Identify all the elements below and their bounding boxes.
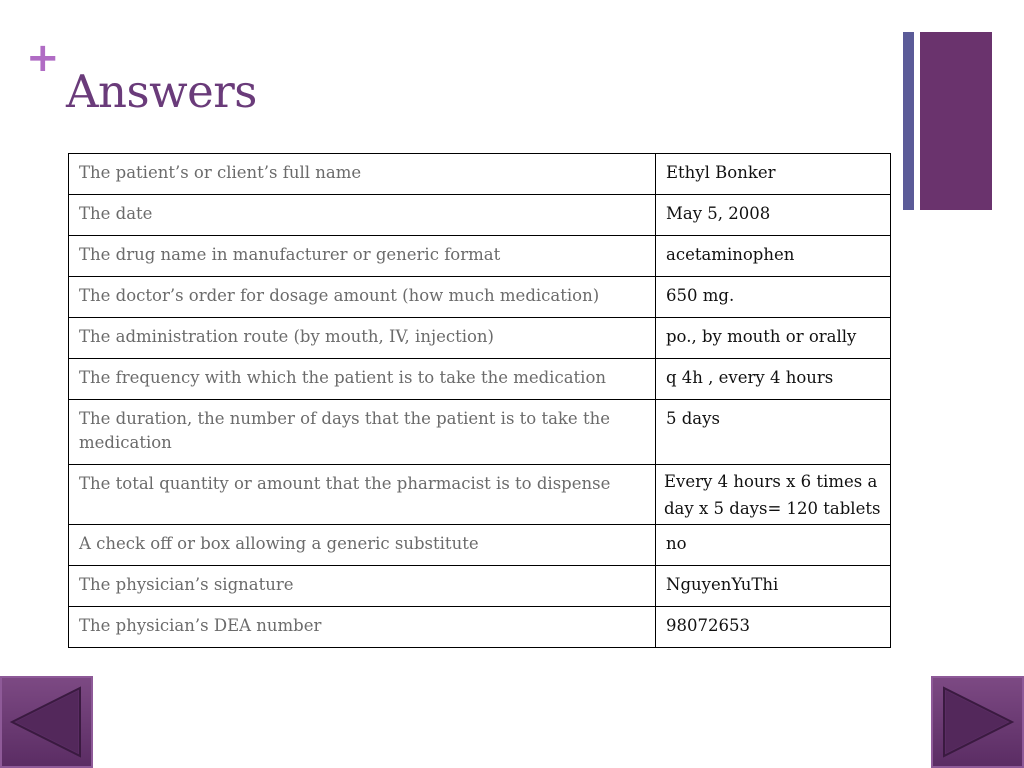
slide-title: Answers: [66, 65, 257, 118]
triangle-left-icon: [0, 676, 93, 768]
table-row: [69, 359, 891, 400]
row-value: po., by mouth or orally: [656, 318, 891, 359]
row-value: 650 mg.: [656, 277, 891, 318]
row-label: The duration, the number of days that the patient is to take the medication: [69, 400, 656, 465]
triangle-right-icon: [931, 676, 1024, 768]
table-row: [69, 607, 891, 648]
row-label: The frequency with which the patient is to take the medication: [69, 359, 656, 400]
plus-icon: +: [26, 35, 60, 81]
row-label: The doctor’s order for dosage amount (how much medication): [69, 277, 656, 318]
row-label: The drug name in manufacturer or generic format: [69, 236, 656, 277]
row-value: NguyenYuThi: [656, 566, 891, 607]
accent-bar-thin: [903, 32, 914, 210]
table-row: [69, 318, 891, 359]
table-row: [69, 195, 891, 236]
row-value: 5 days: [656, 400, 891, 465]
table-row: [69, 400, 891, 465]
row-label: The administration route (by mouth, IV, injection): [69, 318, 656, 359]
row-value: May 5, 2008: [656, 195, 891, 236]
previous-slide-button[interactable]: [0, 676, 93, 768]
row-label: The date: [69, 195, 656, 236]
table-row: [69, 236, 891, 277]
next-slide-button[interactable]: [931, 676, 1024, 768]
prescription-answers-table: [68, 153, 891, 648]
row-value: acetaminophen: [656, 236, 891, 277]
row-value: 98072653: [656, 607, 891, 648]
table-row: [69, 277, 891, 318]
table-row: [69, 525, 891, 566]
row-value: Ethyl Bonker: [656, 154, 891, 195]
row-label: The physician’s DEA number: [69, 607, 656, 648]
row-label: A check off or box allowing a generic substitute: [69, 525, 656, 566]
row-value: q 4h , every 4 hours: [656, 359, 891, 400]
accent-bar-wide: [920, 32, 992, 210]
row-label: The total quantity or amount that the pharmacist is to dispense: [69, 465, 656, 525]
table-row: [69, 154, 891, 195]
table-row: [69, 465, 891, 525]
row-label: The patient’s or client’s full name: [69, 154, 656, 195]
table-row: [69, 566, 891, 607]
row-label: The physician’s signature: [69, 566, 656, 607]
row-value: Every 4 hours x 6 times a day x 5 days= 120 tablets: [656, 465, 891, 525]
row-value: no: [656, 525, 891, 566]
